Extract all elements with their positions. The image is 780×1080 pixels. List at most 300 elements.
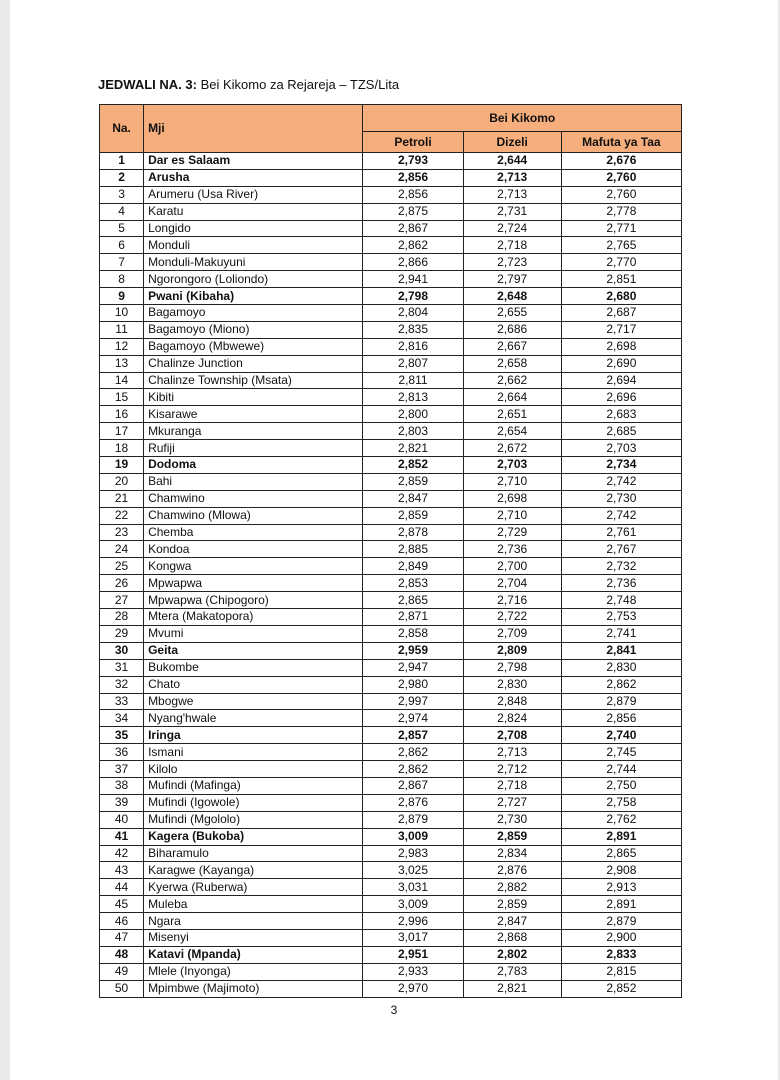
table-row — [100, 524, 682, 541]
cell-no: 10 — [100, 305, 144, 322]
cell-city: Mlele (Inyonga) — [144, 963, 363, 980]
table-row — [100, 507, 682, 524]
cell-diesel: 2,654 — [463, 423, 561, 440]
cell-no: 1 — [100, 153, 144, 170]
cell-diesel: 2,724 — [463, 220, 561, 237]
cell-diesel: 2,651 — [463, 406, 561, 423]
cell-kerosene: 2,865 — [561, 845, 681, 862]
table-row — [100, 946, 682, 963]
table-row — [100, 203, 682, 220]
cell-petrol: 2,856 — [363, 186, 463, 203]
table-row — [100, 659, 682, 676]
cell-diesel: 2,882 — [463, 879, 561, 896]
cell-petrol: 2,867 — [363, 220, 463, 237]
cell-kerosene: 2,736 — [561, 575, 681, 592]
table-row — [100, 440, 682, 457]
cell-city: Chalinze Junction — [144, 355, 363, 372]
cell-kerosene: 2,770 — [561, 254, 681, 271]
cell-petrol: 2,959 — [363, 642, 463, 659]
cell-petrol: 2,798 — [363, 288, 463, 305]
cell-kerosene: 2,879 — [561, 913, 681, 930]
table-row — [100, 575, 682, 592]
cell-diesel: 2,713 — [463, 186, 561, 203]
cell-diesel: 2,703 — [463, 457, 561, 474]
table-row — [100, 811, 682, 828]
cell-diesel: 2,648 — [463, 288, 561, 305]
cell-no: 8 — [100, 271, 144, 288]
cell-diesel: 2,713 — [463, 169, 561, 186]
table-row — [100, 642, 682, 659]
table-row — [100, 676, 682, 693]
cell-petrol: 2,835 — [363, 321, 463, 338]
cell-petrol: 2,849 — [363, 558, 463, 575]
cell-diesel: 2,802 — [463, 946, 561, 963]
cell-kerosene: 2,676 — [561, 153, 681, 170]
table-title-text: Bei Kikomo za Rejareja – TZS/Lita — [200, 77, 400, 92]
cell-city: Bagamoyo (Mbwewe) — [144, 338, 363, 355]
table-row — [100, 457, 682, 474]
cell-petrol: 2,879 — [363, 811, 463, 828]
cell-no: 23 — [100, 524, 144, 541]
cell-kerosene: 2,851 — [561, 271, 681, 288]
cell-diesel: 2,718 — [463, 237, 561, 254]
cell-kerosene: 2,778 — [561, 203, 681, 220]
cell-diesel: 2,731 — [463, 203, 561, 220]
cell-city: Rufiji — [144, 440, 363, 457]
cell-diesel: 2,859 — [463, 828, 561, 845]
cell-kerosene: 2,891 — [561, 896, 681, 913]
cell-city: Kisarawe — [144, 406, 363, 423]
cell-city: Kagera (Bukoba) — [144, 828, 363, 845]
table-row — [100, 338, 682, 355]
cell-city: Chato — [144, 676, 363, 693]
cell-no: 3 — [100, 186, 144, 203]
table-row — [100, 845, 682, 862]
cell-kerosene: 2,852 — [561, 980, 681, 997]
table-row — [100, 710, 682, 727]
cell-city: Chamwino (Mlowa) — [144, 507, 363, 524]
cell-diesel: 2,868 — [463, 929, 561, 946]
cell-city: Monduli-Makuyuni — [144, 254, 363, 271]
cell-no: 30 — [100, 642, 144, 659]
cell-kerosene: 2,841 — [561, 642, 681, 659]
cell-petrol: 2,876 — [363, 794, 463, 811]
cell-no: 20 — [100, 473, 144, 490]
cell-petrol: 2,858 — [363, 625, 463, 642]
cell-kerosene: 2,830 — [561, 659, 681, 676]
cell-city: Ngara — [144, 913, 363, 930]
cell-petrol: 2,804 — [363, 305, 463, 322]
cell-city: Karagwe (Kayanga) — [144, 862, 363, 879]
table-title — [98, 77, 399, 92]
cell-no: 11 — [100, 321, 144, 338]
cell-kerosene: 2,717 — [561, 321, 681, 338]
table-row — [100, 389, 682, 406]
cell-petrol: 2,871 — [363, 609, 463, 626]
cell-kerosene: 2,767 — [561, 541, 681, 558]
cell-city: Chamwino — [144, 490, 363, 507]
cell-kerosene: 2,862 — [561, 676, 681, 693]
cell-petrol: 3,009 — [363, 828, 463, 845]
cell-petrol: 2,813 — [363, 389, 463, 406]
cell-no: 24 — [100, 541, 144, 558]
cell-diesel: 2,709 — [463, 625, 561, 642]
cell-city: Misenyi — [144, 929, 363, 946]
cell-petrol: 2,859 — [363, 473, 463, 490]
cell-no: 41 — [100, 828, 144, 845]
cell-diesel: 2,730 — [463, 811, 561, 828]
page-number: 3 — [390, 1003, 398, 1017]
cell-diesel: 2,723 — [463, 254, 561, 271]
cell-kerosene: 2,683 — [561, 406, 681, 423]
document-page — [10, 0, 778, 1080]
cell-kerosene: 2,685 — [561, 423, 681, 440]
cell-city: Mkuranga — [144, 423, 363, 440]
cell-petrol: 2,941 — [363, 271, 463, 288]
cell-petrol: 3,009 — [363, 896, 463, 913]
cell-diesel: 2,834 — [463, 845, 561, 862]
cell-no: 36 — [100, 744, 144, 761]
cell-diesel: 2,686 — [463, 321, 561, 338]
cell-kerosene: 2,891 — [561, 828, 681, 845]
cell-no: 43 — [100, 862, 144, 879]
cell-city: Mpwapwa — [144, 575, 363, 592]
cell-no: 5 — [100, 220, 144, 237]
cell-no: 19 — [100, 457, 144, 474]
header-no: Na. — [100, 105, 144, 153]
cell-petrol: 2,857 — [363, 727, 463, 744]
table-row — [100, 271, 682, 288]
cell-kerosene: 2,879 — [561, 693, 681, 710]
cell-kerosene: 2,758 — [561, 794, 681, 811]
header-city: Mji — [144, 105, 363, 153]
cell-no: 46 — [100, 913, 144, 930]
cell-diesel: 2,644 — [463, 153, 561, 170]
cell-no: 44 — [100, 879, 144, 896]
table-row — [100, 913, 682, 930]
cell-city: Arumeru (Usa River) — [144, 186, 363, 203]
cell-petrol: 2,980 — [363, 676, 463, 693]
cell-kerosene: 2,741 — [561, 625, 681, 642]
cell-no: 15 — [100, 389, 144, 406]
cell-diesel: 2,722 — [463, 609, 561, 626]
cell-petrol: 2,862 — [363, 237, 463, 254]
cell-petrol: 2,970 — [363, 980, 463, 997]
table-row — [100, 896, 682, 913]
cell-diesel: 2,809 — [463, 642, 561, 659]
cell-kerosene: 2,694 — [561, 372, 681, 389]
cell-no: 48 — [100, 946, 144, 963]
cell-no: 40 — [100, 811, 144, 828]
cell-petrol: 2,875 — [363, 203, 463, 220]
cell-city: Kilolo — [144, 761, 363, 778]
cell-no: 29 — [100, 625, 144, 642]
cell-petrol: 2,866 — [363, 254, 463, 271]
cell-diesel: 2,729 — [463, 524, 561, 541]
cell-no: 14 — [100, 372, 144, 389]
cell-city: Kondoa — [144, 541, 363, 558]
table-row — [100, 761, 682, 778]
cell-city: Ngorongoro (Loliondo) — [144, 271, 363, 288]
cell-no: 4 — [100, 203, 144, 220]
cell-city: Geita — [144, 642, 363, 659]
table-row — [100, 727, 682, 744]
cell-diesel: 2,736 — [463, 541, 561, 558]
table-row — [100, 220, 682, 237]
cell-no: 22 — [100, 507, 144, 524]
cell-petrol: 2,793 — [363, 153, 463, 170]
cell-city: Arusha — [144, 169, 363, 186]
cell-diesel: 2,727 — [463, 794, 561, 811]
table-row — [100, 794, 682, 811]
cell-no: 7 — [100, 254, 144, 271]
cell-no: 50 — [100, 980, 144, 997]
cell-petrol: 3,017 — [363, 929, 463, 946]
cell-kerosene: 2,761 — [561, 524, 681, 541]
cell-no: 34 — [100, 710, 144, 727]
cell-kerosene: 2,730 — [561, 490, 681, 507]
table-row — [100, 929, 682, 946]
cell-kerosene: 2,753 — [561, 609, 681, 626]
cell-diesel: 2,716 — [463, 592, 561, 609]
cell-petrol: 2,853 — [363, 575, 463, 592]
cell-no: 32 — [100, 676, 144, 693]
cell-city: Nyang'hwale — [144, 710, 363, 727]
cell-no: 39 — [100, 794, 144, 811]
cell-diesel: 2,876 — [463, 862, 561, 879]
table-row — [100, 744, 682, 761]
cell-petrol: 2,867 — [363, 777, 463, 794]
cell-kerosene: 2,740 — [561, 727, 681, 744]
table-row — [100, 321, 682, 338]
cell-city: Monduli — [144, 237, 363, 254]
cell-diesel: 2,859 — [463, 896, 561, 913]
cell-city: Mufindi (Mgololo) — [144, 811, 363, 828]
cell-city: Bahi — [144, 473, 363, 490]
cell-kerosene: 2,760 — [561, 169, 681, 186]
cell-petrol: 2,803 — [363, 423, 463, 440]
cell-no: 28 — [100, 609, 144, 626]
cell-city: Kyerwa (Ruberwa) — [144, 879, 363, 896]
cell-kerosene: 2,748 — [561, 592, 681, 609]
cell-diesel: 2,662 — [463, 372, 561, 389]
cell-kerosene: 2,908 — [561, 862, 681, 879]
table-row — [100, 693, 682, 710]
cell-kerosene: 2,760 — [561, 186, 681, 203]
cell-kerosene: 2,745 — [561, 744, 681, 761]
cell-city: Ismani — [144, 744, 363, 761]
cell-city: Mvumi — [144, 625, 363, 642]
cell-kerosene: 2,913 — [561, 879, 681, 896]
cell-petrol: 2,983 — [363, 845, 463, 862]
cell-petrol: 2,974 — [363, 710, 463, 727]
cell-city: Kongwa — [144, 558, 363, 575]
cell-kerosene: 2,815 — [561, 963, 681, 980]
cell-diesel: 2,712 — [463, 761, 561, 778]
cell-diesel: 2,655 — [463, 305, 561, 322]
cell-no: 27 — [100, 592, 144, 609]
cell-no: 47 — [100, 929, 144, 946]
cell-no: 6 — [100, 237, 144, 254]
table-row — [100, 186, 682, 203]
cell-city: Mufindi (Mafinga) — [144, 777, 363, 794]
cell-no: 9 — [100, 288, 144, 305]
cell-petrol: 2,878 — [363, 524, 463, 541]
cell-diesel: 2,824 — [463, 710, 561, 727]
cell-diesel: 2,821 — [463, 980, 561, 997]
cell-petrol: 3,031 — [363, 879, 463, 896]
cell-diesel: 2,798 — [463, 659, 561, 676]
cell-diesel: 2,848 — [463, 693, 561, 710]
cell-diesel: 2,710 — [463, 507, 561, 524]
cell-petrol: 2,996 — [363, 913, 463, 930]
cell-no: 18 — [100, 440, 144, 457]
cell-city: Dodoma — [144, 457, 363, 474]
table-row — [100, 625, 682, 642]
cell-petrol: 2,807 — [363, 355, 463, 372]
cell-city: Mufindi (Igowole) — [144, 794, 363, 811]
table-row — [100, 490, 682, 507]
cell-kerosene: 2,833 — [561, 946, 681, 963]
cell-diesel: 2,797 — [463, 271, 561, 288]
table-row — [100, 305, 682, 322]
cell-diesel: 2,667 — [463, 338, 561, 355]
table-row — [100, 288, 682, 305]
table-row — [100, 423, 682, 440]
cell-city: Bukombe — [144, 659, 363, 676]
cell-kerosene: 2,742 — [561, 473, 681, 490]
cell-no: 33 — [100, 693, 144, 710]
cell-no: 42 — [100, 845, 144, 862]
cell-diesel: 2,847 — [463, 913, 561, 930]
table-row — [100, 372, 682, 389]
cell-kerosene: 2,703 — [561, 440, 681, 457]
cell-petrol: 2,885 — [363, 541, 463, 558]
table-row — [100, 254, 682, 271]
cell-city: Dar es Salaam — [144, 153, 363, 170]
cell-diesel: 2,830 — [463, 676, 561, 693]
cell-diesel: 2,664 — [463, 389, 561, 406]
cell-no: 37 — [100, 761, 144, 778]
cell-petrol: 2,862 — [363, 744, 463, 761]
cell-no: 45 — [100, 896, 144, 913]
cell-petrol: 2,816 — [363, 338, 463, 355]
cell-city: Bagamoyo (Miono) — [144, 321, 363, 338]
table-row — [100, 355, 682, 372]
cell-kerosene: 2,750 — [561, 777, 681, 794]
cell-petrol: 2,951 — [363, 946, 463, 963]
cell-diesel: 2,672 — [463, 440, 561, 457]
cell-kerosene: 2,687 — [561, 305, 681, 322]
cell-city: Biharamulo — [144, 845, 363, 862]
cell-kerosene: 2,771 — [561, 220, 681, 237]
table-row — [100, 153, 682, 170]
cell-petrol: 2,847 — [363, 490, 463, 507]
cell-diesel: 2,708 — [463, 727, 561, 744]
cell-petrol: 2,856 — [363, 169, 463, 186]
table-row — [100, 406, 682, 423]
cell-petrol: 2,947 — [363, 659, 463, 676]
cell-city: Chalinze Township (Msata) — [144, 372, 363, 389]
cell-city: Katavi (Mpanda) — [144, 946, 363, 963]
cell-petrol: 2,811 — [363, 372, 463, 389]
cell-kerosene: 2,900 — [561, 929, 681, 946]
cell-city: Bagamoyo — [144, 305, 363, 322]
cell-diesel: 2,704 — [463, 575, 561, 592]
table-row — [100, 558, 682, 575]
cell-diesel: 2,710 — [463, 473, 561, 490]
cell-city: Mpwapwa (Chipogoro) — [144, 592, 363, 609]
price-table — [99, 104, 682, 998]
table-row — [100, 541, 682, 558]
cell-diesel: 2,698 — [463, 490, 561, 507]
table-row — [100, 879, 682, 896]
cell-no: 26 — [100, 575, 144, 592]
table-row — [100, 592, 682, 609]
cell-city: Mpimbwe (Majimoto) — [144, 980, 363, 997]
cell-no: 13 — [100, 355, 144, 372]
cell-petrol: 2,997 — [363, 693, 463, 710]
cell-no: 2 — [100, 169, 144, 186]
cell-petrol: 2,821 — [363, 440, 463, 457]
table-row — [100, 862, 682, 879]
cell-petrol: 2,865 — [363, 592, 463, 609]
header-kerosene: Mafuta ya Taa — [561, 132, 681, 153]
cell-city: Chemba — [144, 524, 363, 541]
cell-city: Kibiti — [144, 389, 363, 406]
cell-diesel: 2,658 — [463, 355, 561, 372]
cell-kerosene: 2,680 — [561, 288, 681, 305]
cell-kerosene: 2,734 — [561, 457, 681, 474]
cell-no: 21 — [100, 490, 144, 507]
cell-city: Mbogwe — [144, 693, 363, 710]
table-row — [100, 169, 682, 186]
cell-kerosene: 2,696 — [561, 389, 681, 406]
cell-no: 17 — [100, 423, 144, 440]
cell-petrol: 2,862 — [363, 761, 463, 778]
cell-petrol: 3,025 — [363, 862, 463, 879]
header-diesel: Dizeli — [463, 132, 561, 153]
cell-kerosene: 2,698 — [561, 338, 681, 355]
cell-city: Iringa — [144, 727, 363, 744]
cell-city: Longido — [144, 220, 363, 237]
cell-diesel: 2,718 — [463, 777, 561, 794]
table-body — [100, 153, 682, 998]
cell-kerosene: 2,732 — [561, 558, 681, 575]
cell-diesel: 2,713 — [463, 744, 561, 761]
cell-petrol: 2,933 — [363, 963, 463, 980]
table-title-label: JEDWALI NA. 3: — [98, 77, 197, 92]
cell-no: 38 — [100, 777, 144, 794]
cell-city: Karatu — [144, 203, 363, 220]
cell-city: Muleba — [144, 896, 363, 913]
cell-kerosene: 2,762 — [561, 811, 681, 828]
cell-kerosene: 2,690 — [561, 355, 681, 372]
header-price-group: Bei Kikomo — [363, 105, 682, 132]
cell-diesel: 2,783 — [463, 963, 561, 980]
table-row — [100, 980, 682, 997]
cell-no: 31 — [100, 659, 144, 676]
cell-city: Pwani (Kibaha) — [144, 288, 363, 305]
cell-petrol: 2,859 — [363, 507, 463, 524]
cell-petrol: 2,800 — [363, 406, 463, 423]
cell-no: 16 — [100, 406, 144, 423]
cell-kerosene: 2,742 — [561, 507, 681, 524]
cell-petrol: 2,852 — [363, 457, 463, 474]
cell-no: 49 — [100, 963, 144, 980]
cell-kerosene: 2,765 — [561, 237, 681, 254]
table-row — [100, 473, 682, 490]
